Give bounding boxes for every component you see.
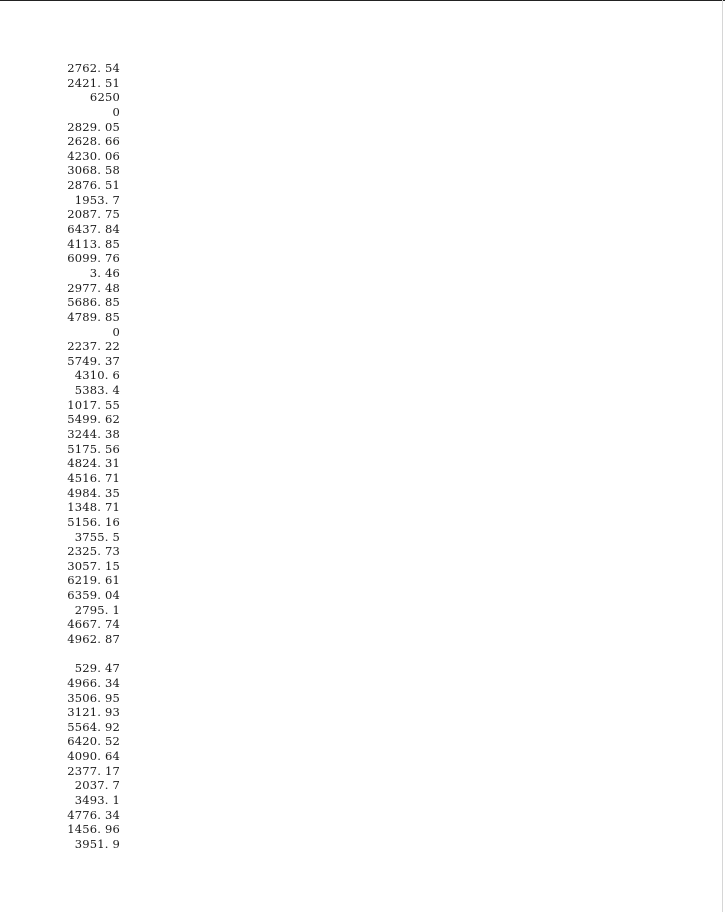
value-cell: 6420. 52 [67, 734, 120, 749]
value-cell: 2377. 17 [67, 763, 120, 778]
value-cell: 3057. 15 [67, 558, 120, 573]
value-cell: 5686. 85 [67, 295, 120, 310]
value-cell: 3. 46 [89, 265, 120, 280]
value-cell: 4310. 6 [74, 368, 120, 383]
value-cell: 5383. 4 [74, 383, 120, 398]
value-cell: 5156. 16 [67, 514, 120, 529]
page-right-border [722, 0, 723, 912]
value-cell: 3951. 9 [74, 836, 120, 851]
value-cell: 529. 47 [74, 661, 120, 676]
value-cell: 2977. 48 [67, 280, 120, 295]
value-cell: 4113. 85 [67, 236, 120, 251]
value-cell: 1953. 7 [74, 192, 120, 207]
value-column [50, 61, 120, 852]
value-cell: 0 [112, 104, 120, 119]
value-cell: 3493. 1 [74, 793, 120, 808]
value-cell: 4776. 34 [67, 807, 120, 822]
value-cell: 4984. 35 [67, 485, 120, 500]
blank-row [50, 647, 120, 662]
value-cell: 6099. 76 [67, 251, 120, 266]
value-cell: 2325. 73 [67, 544, 120, 559]
value-cell: 2795. 1 [74, 602, 120, 617]
value-cell: 5749. 37 [67, 353, 120, 368]
value-cell: 4962. 87 [67, 631, 120, 646]
value-cell: 2237. 22 [67, 339, 120, 354]
value-cell: 2037. 7 [74, 778, 120, 793]
value-cell: 3755. 5 [74, 529, 120, 544]
value-cell: 6250 [89, 90, 120, 105]
value-cell: 3244. 38 [67, 427, 120, 442]
value-cell: 5564. 92 [67, 719, 120, 734]
value-cell: 5499. 62 [67, 412, 120, 427]
value-cell: 1348. 71 [67, 500, 120, 515]
value-cell: 5175. 56 [67, 441, 120, 456]
value-cell: 3506. 95 [67, 690, 120, 705]
value-cell: 2421. 51 [67, 75, 120, 90]
value-cell: 4966. 34 [67, 675, 120, 690]
value-cell: 2087. 75 [67, 207, 120, 222]
value-cell: 1017. 55 [67, 397, 120, 412]
value-cell: 4667. 74 [67, 617, 120, 632]
value-cell: 4516. 71 [67, 470, 120, 485]
value-cell: 3121. 93 [67, 705, 120, 720]
page-top-border [0, 0, 725, 1]
value-cell: 6219. 61 [67, 573, 120, 588]
value-cell: 2628. 66 [67, 134, 120, 149]
value-cell: 4230. 06 [67, 148, 120, 163]
value-cell: 2762. 54 [67, 61, 120, 75]
value-cell: 6437. 84 [67, 222, 120, 237]
value-cell: 4789. 85 [67, 309, 120, 324]
value-cell: 3068. 58 [67, 163, 120, 178]
value-cell: 0 [112, 324, 120, 339]
value-cell: 4090. 64 [67, 749, 120, 764]
value-cell: 6359. 04 [67, 588, 120, 603]
value-cell: 1456. 96 [67, 822, 120, 837]
value-cell: 4824. 31 [67, 456, 120, 471]
value-cell: 2829. 05 [67, 119, 120, 134]
value-cell: 2876. 51 [67, 178, 120, 193]
